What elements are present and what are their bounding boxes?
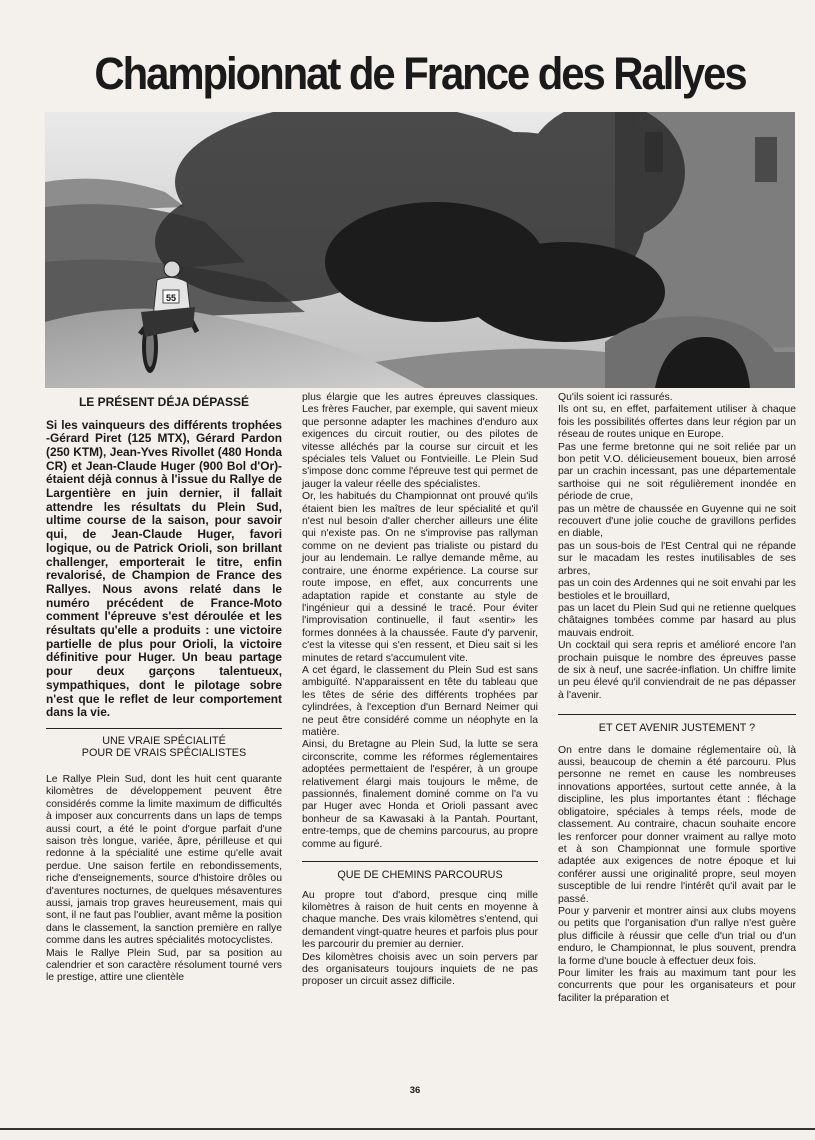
body-paragraph: Un cocktail qui sera repris et amélioré encore l'an prochain puisque le nombre des épreuves passe de six à neuf, une sacrée-inflation. Un chiffre limite un peu élevé qu'il conviendrait de ne pas dépasser à l'avenir. bbox=[558, 640, 796, 701]
section-heading-specialite-line1: UNE VRAIE SPÉCIALITÉ bbox=[102, 734, 226, 747]
section-heading-present: LE PRÉSENT DÉJA DÉPASSÉ bbox=[78, 395, 250, 409]
body-paragraph: pas un lacet du Plein Sud qui ne retienne quelques châtaignes tombées comme par hasard au plus mauvais endroit. bbox=[558, 602, 796, 639]
body-paragraph: Ils ont su, en effet, parfaitement utiliser à chaque fois les possibilités offertes dans leur région par un réseau de routes unique en Europe. bbox=[558, 404, 796, 441]
body-paragraph: Le Rallye Plein Sud, dont les huit cent quarante kilomètres de développement peuvent être considérés comme la limite maximum de difficultés à imposer aux concurrents dans un laps de temps aussi court, a été le point d'orgue parfait d'une saison très longue, variée, âpre, périlleuse et qui redonne à la spécialité une estime qu'elle avait perdue. Une saison fertile en rebondissements, riche d'enseignements, source d'histoire drôles ou d'aventures nocturnes, de quelques mésaventures aussi, jamais trop graves heureusement, mais qui sont, il ne faut pas l'oublier, avant même la position dans le classement, la sanction première en rallye comme dans les autres spécialités motocyclistes. bbox=[46, 773, 282, 947]
body-paragraph: Pas une ferme bretonne qui ne soit reliée par un bon petit V.O. délicieusement boueux, bien arrosé par un crachin incessant, pas une départementale sarthoise qui ne soit régulièrement inondée en période de crue, bbox=[558, 441, 796, 503]
rally-photo-illustration bbox=[45, 112, 795, 388]
column-1 bbox=[46, 392, 282, 985]
section-heading-avenir: ET CET AVENIR JUSTEMENT ? bbox=[558, 714, 796, 735]
body-paragraph: On entre dans le domaine réglementaire où, là aussi, beaucoup de chemin a été parcouru. Plus personne ne remet en cause les nombreuses innovations apportées, surtout cette année, à la discipline, les plus importantes étant : fléchage obligatoire, spéciales à temps réels, mode de classement. Au contraire, chacun souhaite encore les renforcer pour donner vraiment au rallye moto et à son Championnat une formule sportive adaptée aux exigences de notre époque et lui conférer aussi une originalité propre, seul moyen susceptible de lui rendre l'intérêt qu'il avait par le passé. bbox=[558, 744, 796, 905]
column-3 bbox=[558, 392, 796, 1005]
lead-paragraph: Si les vainqueurs des différents trophées -Gérard Piret (125 MTX), Gérard Pardon (250 KTM), Jean-Yves Rivollet (480 Honda CR) et Jean-Claude Huger (900 Bol d'Or)- étaient déjà connus à l'issue du Rallye de Largentière en juin dernier, il fallait attendre les résultats du Plein Sud, ultime course de la saison, pour savoir qui, de Jean-Claude Huger, favori logique, ou de Patrick Orioli, son brillant challenger, emporterait le titre, enfin revalorisé, de Champion de France des Rallyes. Nous avons relaté dans le numéro précédent de France-Moto comment l'épreuve s'est déroulée et les résultats qu'elle a produits : une victoire partielle de plus pour Orioli, la victoire définitive pour Huger. Un beau partage pour deux garçons talentueux, sympathiques, dont le pilotage sobre n'est que le reflet de leur comportement dans la vie. bbox=[46, 417, 282, 720]
rally-photo bbox=[45, 112, 795, 388]
rider-number: 55 bbox=[165, 293, 177, 303]
section-heading-specialite-line2: POUR DE VRAIS SPÉCIALISTES bbox=[81, 747, 247, 760]
body-paragraph: Pour limiter les frais au maximum tant pour les concurrents que pour les organisateurs et pour faciliter la préparation et bbox=[558, 967, 796, 1004]
body-paragraph: Des kilomètres choisis avec un soin pervers par des organisateurs toujours inquiets de ne pas proposer un circuit assez difficile. bbox=[302, 951, 538, 988]
body-paragraph: A cet égard, le classement du Plein Sud est sans ambiguïté. N'apparaissent en tête du tableau que les têtes de série des différents trophées par cylindrées, à l'exception d'un Bernard Neimer qui ne peut être considéré comme un néophyte en la matière. bbox=[302, 664, 538, 738]
body-paragraph: pas un mètre de chaussée en Guyenne qui ne soit recouvert d'une jolie couche de gravillons perfides en diable, bbox=[558, 503, 796, 540]
body-paragraph: Qu'ils soient ici rassurés. bbox=[558, 392, 673, 403]
page-number: 36 bbox=[409, 1085, 421, 1096]
body-paragraph: plus élargie que les autres épreuves classiques. Les frères Faucher, par exemple, qui savent mieux que personne adapter les machines d'enduro aux exigences du circuit routier, ou des pilotes de vitesse alléchés par la course sur circuit et les spéciales tels Valuet ou Fontvieille. Le Plein Sud s'impose donc comme l'épreuve test qui permet de jauger la valeur réelle des spécialistes. bbox=[302, 392, 538, 490]
body-paragraph: pas un sous-bois de l'Est Central qui ne répande sur le macadam les restes inutilisables de ses arbres, bbox=[558, 540, 796, 577]
body-paragraph: Ainsi, du Bretagne au Plein Sud, la lutte se sera circonscrite, comme les réformes réglementaires adoptées permettaient de l'espérer, à un groupe relativement élargi mais toujours le même, de passionnés, finalement dominé comme on l'a vu par Huger avec Honda et Orioli passant avec bonheur de sa Kawasaki à la Pantah. Pourtant, entre-temps, que de chemins parcourus, au propre comme au figuré. bbox=[302, 739, 538, 850]
column-2 bbox=[302, 392, 538, 989]
section-heading-specialite bbox=[46, 728, 282, 760]
article-title: Championnat de France des Rallyes bbox=[94, 48, 746, 99]
section-heading-chemins: QUE DE CHEMINS PARCOURUS bbox=[302, 861, 538, 882]
body-paragraph: Pour y parvenir et montrer ainsi aux clubs moyens ou petits que l'organisation d'un rallye n'est guère plus difficile à réussir que celle d'un trial ou d'un enduro, le Championnat, le plus souvent, prendra la forme d'une boucle à effectuer deux fois. bbox=[558, 905, 796, 967]
body-paragraph: Mais le Rallye Plein Sud, par sa position au calendrier et son caractère résolument tourné vers le prestige, attire une clientèle bbox=[46, 947, 282, 984]
bottom-rule bbox=[0, 1128, 815, 1130]
body-paragraph: pas un coin des Ardennes qui ne soit envahi par les bestioles et le brouillard, bbox=[558, 578, 796, 602]
body-paragraph: Or, les habitués du Championnat ont prouvé qu'ils étaient bien les maîtres de leur spécialité et qu'il n'est nul besoin d'aller chercher ailleurs une élite qui n'existe pas. On ne s'improvise pas rallyman comme on ne devient pas trialiste ou pistard du jour au lendemain. Le rallye demande même, au contraire, une énorme expérience. La course sur route impose, en effet, aux concurrents une adaptation rapide et constante au style de l'ingénieur qui a dessiné le tracé. Pour éviter l'improvisation continuelle, il faut «sentir» les formes données à la chaussée. Faute d'y parvenir, c'est la vitesse qui s'en ressent, et Dieu sait si les minutes de retard s'accumulent vite. bbox=[302, 491, 538, 664]
body-paragraph: Au propre tout d'abord, presque cinq mille kilomètres à raison de huit cents en moyenne à chaque manche. Des vrais kilomètres s'entend, qui demandent vingt-quatre heures et parfois plus pour les parcourir du premier au dernier. bbox=[302, 889, 538, 951]
